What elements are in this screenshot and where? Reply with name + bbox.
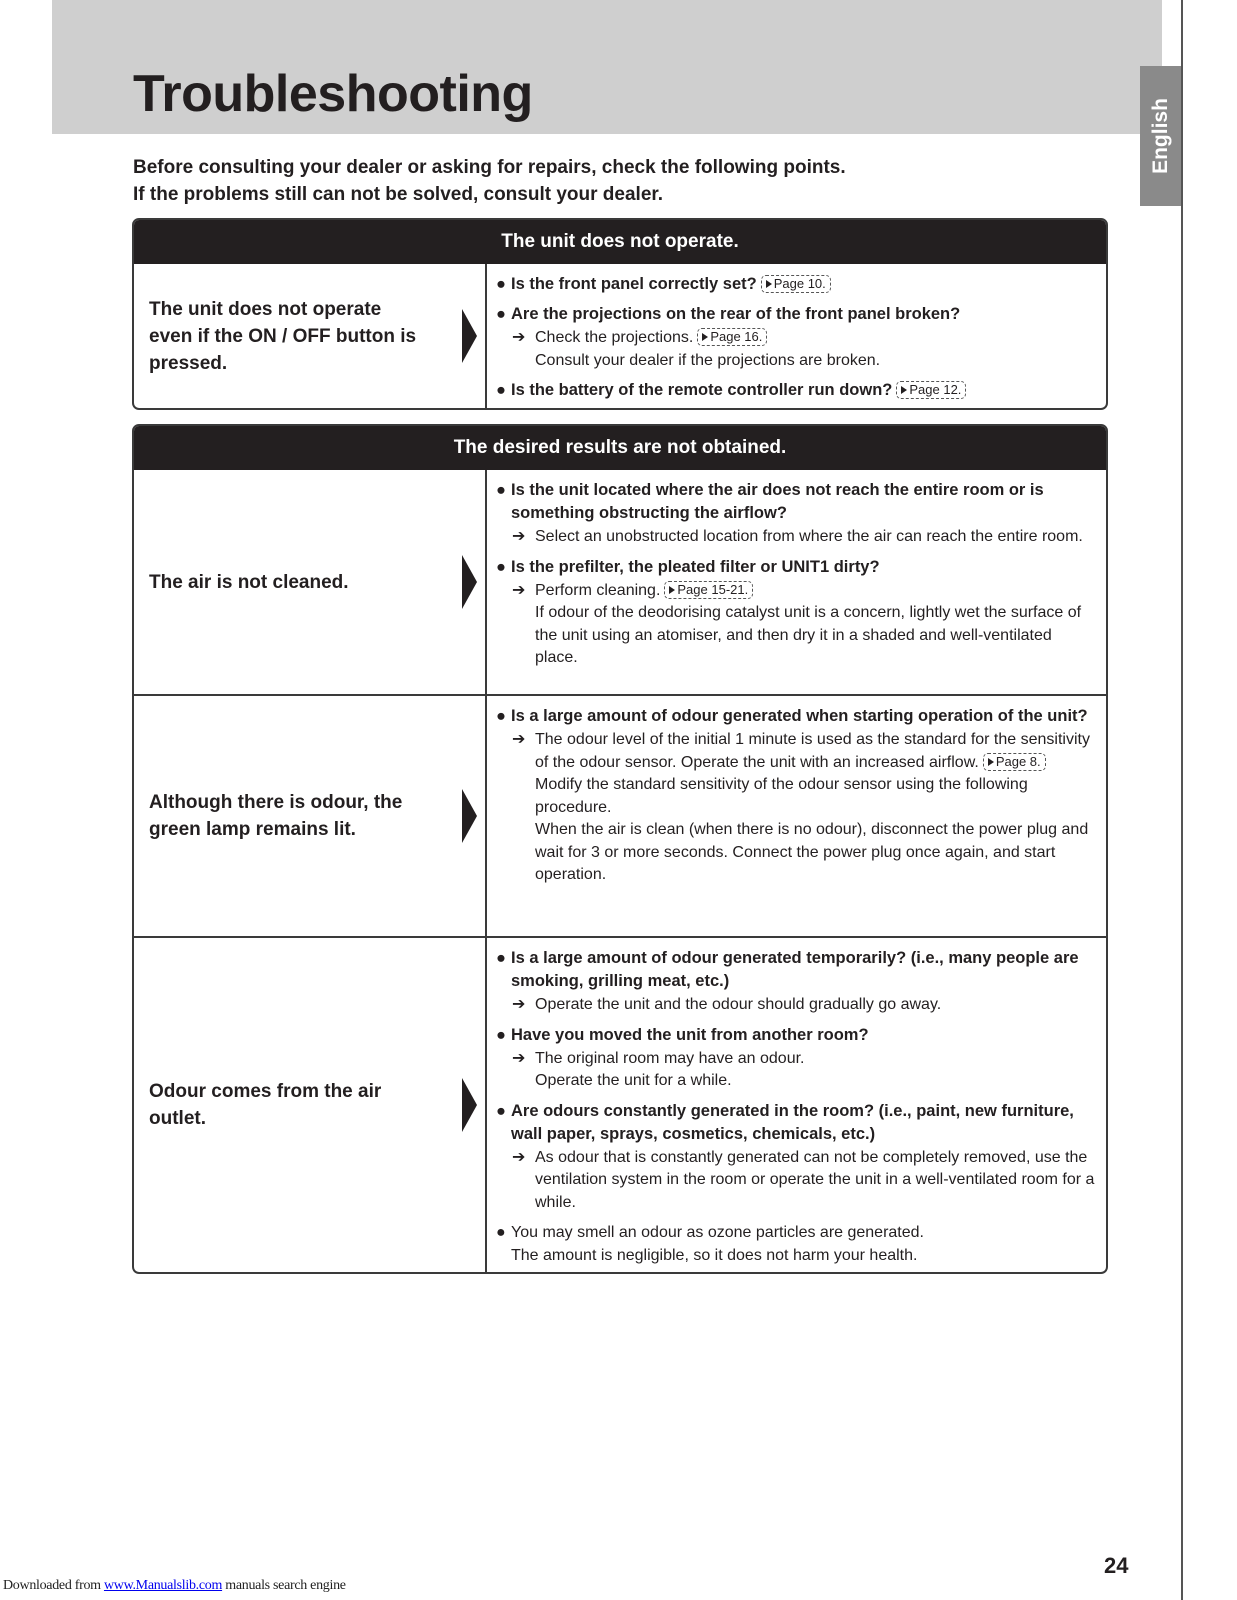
check-item — [496, 1024, 1096, 1093]
triangle-right-icon — [766, 280, 772, 288]
check-question: Is a large amount of odour generated temporarily? (i.e., many people are smoking, grilling meat, etc.) — [511, 949, 1079, 990]
language-tab — [1140, 66, 1181, 206]
arrow-right-icon: ➔ — [512, 528, 526, 545]
check-question: Are the projections on the rear of the front panel broken? — [511, 305, 961, 323]
page-reference: Page 12. — [896, 381, 966, 399]
triangle-right-icon — [901, 386, 907, 394]
arrow-right-icon — [462, 789, 477, 843]
footer-prefix: Downloaded from — [3, 1578, 104, 1593]
check-item — [496, 379, 1096, 402]
intro-line-1: Before consulting your dealer or asking for repairs, check the following points. — [133, 157, 846, 178]
check-answer-continued: Operate the unit for a while. — [535, 1072, 732, 1089]
check-note-continued: The amount is negligible, so it does not harm your health. — [511, 1247, 918, 1264]
checks-cell — [487, 696, 1106, 936]
arrow-right-icon — [462, 309, 477, 363]
symptom-cell — [134, 938, 487, 1272]
check-item — [496, 705, 1096, 887]
table-title: The unit does not operate. — [134, 220, 1106, 264]
symptom-text: The air is not cleaned. — [149, 571, 349, 593]
arrow-right-icon: ➔ — [512, 1049, 526, 1067]
intro-text — [133, 154, 1093, 208]
check-answer: Select an unobstructed location from where the air can reach the entire room. — [535, 528, 1083, 545]
bullet-icon: ● — [496, 707, 506, 725]
check-item — [496, 273, 1096, 296]
symptom-text: Odour comes from the air outlet. — [149, 1081, 382, 1129]
triangle-right-icon — [702, 333, 708, 341]
check-item — [496, 556, 1096, 670]
arrow-right-icon: ➔ — [512, 996, 526, 1013]
check-question: Is the battery of the remote controller run down? — [511, 381, 893, 399]
page-edge-rule — [1181, 0, 1183, 1600]
check-answer: As odour that is constantly generated can not be completely removed, use the ventilation system in the room or operate the unit in a well-ventilated room for a while. — [535, 1148, 1095, 1211]
footer — [3, 1578, 346, 1594]
bullet-icon: ● — [496, 1025, 506, 1044]
check-question: Is the unit located where the air does not reach the entire room or is something obstructing the airflow? — [511, 481, 1044, 522]
arrow-right-icon: ➔ — [512, 329, 526, 346]
page-reference: Page 10. — [761, 275, 831, 293]
symptom-cell — [134, 264, 487, 408]
check-answer: Operate the unit and the odour should gradually go away. — [535, 996, 942, 1013]
triangle-right-icon — [669, 586, 675, 594]
bullet-icon: ● — [496, 481, 506, 499]
check-question: Is the prefilter, the pleated filter or UNIT1 dirty? — [511, 557, 880, 576]
check-question: Is the front panel correctly set? — [511, 275, 757, 293]
check-answer-continued: Consult your dealer if the projections are broken. — [535, 351, 881, 369]
checks-cell — [487, 938, 1106, 1272]
checks-cell — [487, 470, 1106, 694]
check-item — [496, 1221, 1096, 1267]
arrow-right-icon: ➔ — [512, 1148, 526, 1166]
check-note: You may smell an odour as ozone particles are generated. — [511, 1224, 924, 1241]
bullet-icon: ● — [496, 557, 506, 576]
check-answer-continued: If odour of the deodorising catalyst unit is a concern, lightly wet the surface of the unit using an atomiser, and then dry it in a shaded and well-ventilated place. — [535, 604, 1082, 666]
check-item — [496, 303, 1096, 372]
bullet-icon: ● — [496, 1224, 506, 1241]
check-question: Have you moved the unit from another room? — [511, 1025, 869, 1044]
page-number: 24 — [1104, 1553, 1129, 1578]
symptom-cell — [134, 470, 487, 694]
check-answer: The odour level of the initial 1 minute is used as the standard for the sensitivity of the odour sensor. Operate the unit with an increased airflow. — [535, 731, 1090, 771]
language-tab-label: English — [1148, 98, 1172, 174]
symptom-text: The unit does not operate even if the ON / OFF button is pressed. — [149, 298, 417, 374]
page-reference: Page 8. — [983, 753, 1046, 771]
table-desired-results-not-obtained — [132, 424, 1108, 1274]
check-question: Are odours constantly generated in the room? (i.e., paint, new furniture, wall paper, sprays, cosmetics, chemicals, etc.) — [511, 1101, 1074, 1143]
table-row — [134, 694, 1106, 936]
check-answer-continued: Modify the standard sensitivity of the odour sensor using the following procedure. — [535, 776, 1028, 816]
arrow-right-icon: ➔ — [512, 581, 526, 599]
checks-cell — [487, 264, 1106, 408]
bullet-icon: ● — [496, 381, 506, 399]
bullet-icon: ● — [496, 305, 506, 323]
check-item — [496, 947, 1096, 1017]
check-item — [496, 1100, 1096, 1215]
symptom-cell — [134, 696, 487, 936]
footer-link[interactable]: www.Manualslib.com — [103, 1578, 223, 1593]
check-answer: Check the projections. — [535, 329, 694, 346]
arrow-right-icon — [462, 555, 477, 609]
page-reference: Page 15-21. — [664, 581, 753, 599]
table-unit-does-not-operate — [132, 218, 1108, 410]
bullet-icon: ● — [496, 949, 506, 967]
check-answer: The original room may have an odour. — [535, 1049, 805, 1067]
page-title: Troubleshooting — [133, 65, 533, 123]
symptom-text: Although there is odour, the green lamp remains lit. — [149, 792, 403, 840]
footer-suffix: manuals search engine — [222, 1578, 346, 1593]
page-reference: Page 16. — [697, 328, 767, 346]
table-row — [134, 936, 1106, 1272]
arrow-right-icon — [462, 1078, 477, 1132]
check-item — [496, 479, 1096, 549]
check-answer: Perform cleaning. — [535, 581, 661, 599]
intro-line-2: If the problems still can not be solved, consult your dealer. — [133, 184, 664, 205]
check-question: Is a large amount of odour generated when starting operation of the unit? — [511, 707, 1088, 725]
triangle-right-icon — [988, 758, 994, 766]
bullet-icon: ● — [496, 1101, 506, 1120]
check-answer-continued: When the air is clean (when there is no odour), disconnect the power plug and wait for 3 or more seconds. Connect the power plug once again, and start operation. — [535, 821, 1089, 883]
table-row — [134, 264, 1106, 408]
table-title: The desired results are not obtained. — [134, 426, 1106, 470]
bullet-icon: ● — [496, 275, 506, 293]
table-row — [134, 470, 1106, 694]
arrow-right-icon: ➔ — [512, 731, 526, 748]
